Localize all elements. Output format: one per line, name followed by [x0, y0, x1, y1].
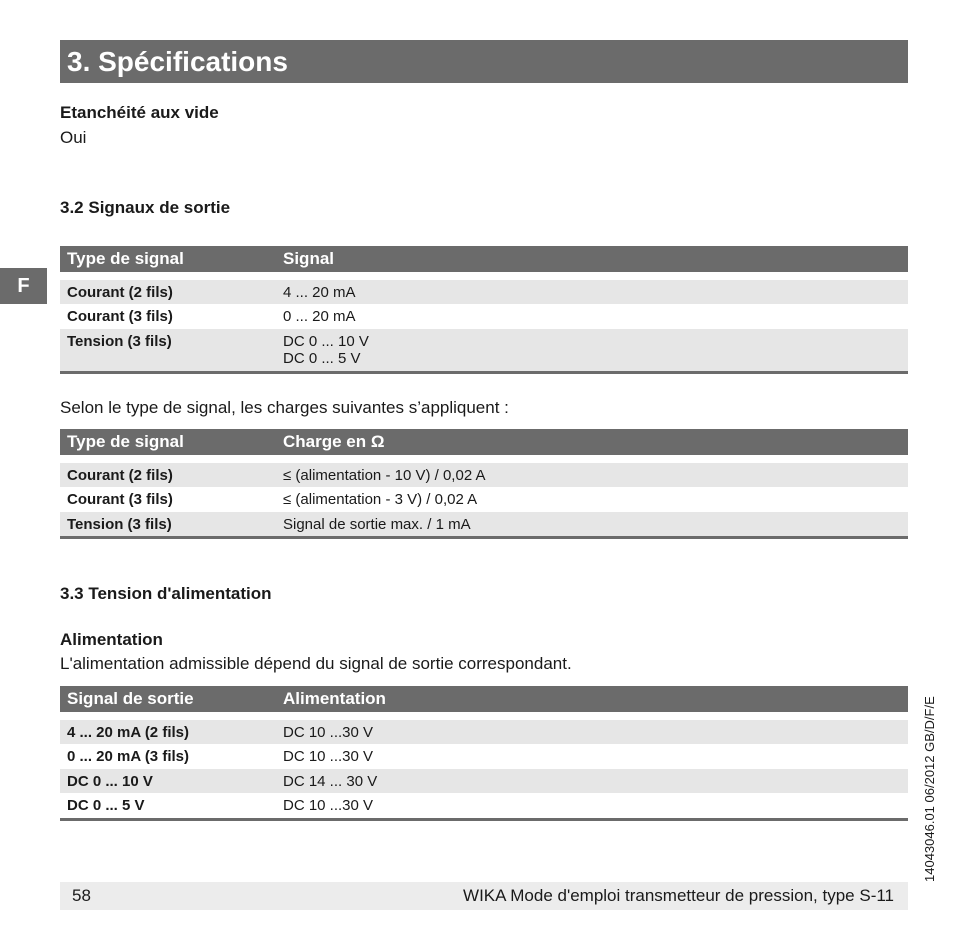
language-tab: F	[0, 268, 47, 304]
signal-table	[60, 246, 908, 374]
header-output-signal: Signal de sortie	[67, 689, 194, 708]
table-row	[60, 280, 908, 304]
supply-table	[60, 686, 908, 821]
row-type: DC 0 ... 5 V	[67, 797, 145, 814]
section-32-title: 3.2 Signaux de sortie	[60, 198, 231, 217]
header-supply: Alimentation	[283, 689, 386, 708]
row-type: 0 ... 20 mA (3 fils)	[67, 748, 189, 765]
table-row	[60, 304, 908, 329]
table-header	[60, 429, 908, 455]
vacuum-label: Etanchéité aux vide	[60, 103, 219, 122]
document-code: 14043046.01 06/2012 GB/D/F/E	[922, 696, 937, 882]
table-bottom-rule	[60, 818, 908, 821]
row-type: DC 0 ... 10 V	[67, 773, 153, 790]
header-signal: Signal	[283, 249, 335, 268]
row-type: Tension (3 fils)	[67, 516, 172, 533]
row-value: DC 10 ...30 V	[283, 797, 374, 814]
row-value: ≤ (alimentation - 3 V) / 0,02 A	[283, 491, 478, 508]
table-bottom-rule	[60, 371, 908, 374]
table-row	[60, 487, 908, 512]
section-header: 3. Spécifications	[60, 40, 908, 83]
page-number: 58	[72, 886, 91, 905]
row-type: Courant (2 fils)	[67, 284, 173, 301]
row-value-2: DC 0 ... 5 V	[283, 350, 361, 367]
table-row	[60, 512, 908, 536]
table-row	[60, 329, 908, 371]
row-value: DC 10 ...30 V	[283, 724, 374, 741]
row-value-group	[283, 333, 369, 367]
footer-text: WIKA Mode d'emploi transmetteur de pression, type S-11	[463, 886, 894, 905]
row-value: DC 14 ... 30 V	[283, 773, 378, 790]
table-header	[60, 246, 908, 272]
row-type: 4 ... 20 mA (2 fils)	[67, 724, 189, 741]
page-footer	[60, 882, 908, 910]
row-type: Courant (3 fils)	[67, 491, 173, 508]
table-bottom-rule	[60, 536, 908, 539]
table-row	[60, 463, 908, 487]
row-type: Courant (3 fils)	[67, 308, 173, 325]
table-header	[60, 686, 908, 712]
table-row	[60, 720, 908, 744]
table-row	[60, 769, 908, 793]
row-value: ≤ (alimentation - 10 V) / 0,02 A	[283, 467, 486, 484]
row-value: 0 ... 20 mA	[283, 308, 356, 325]
section-33-title: 3.3 Tension d'alimentation	[60, 584, 272, 603]
row-value: DC 0 ... 10 V	[283, 333, 369, 350]
charges-intro: Selon le type de signal, les charges suivantes s’appliquent :	[60, 398, 509, 417]
vacuum-value: Oui	[60, 128, 87, 147]
header-type: Type de signal	[67, 249, 184, 268]
alimentation-text: L'alimentation admissible dépend du signal de sortie correspondant.	[60, 654, 572, 673]
row-value: Signal de sortie max. / 1 mA	[283, 516, 471, 533]
header-charge: Charge en Ω	[283, 432, 385, 451]
row-type: Tension (3 fils)	[67, 333, 172, 350]
row-value: DC 10 ...30 V	[283, 748, 374, 765]
table-row	[60, 744, 908, 769]
header-type: Type de signal	[67, 432, 184, 451]
alimentation-label: Alimentation	[60, 630, 163, 649]
charge-table	[60, 429, 908, 539]
row-type: Courant (2 fils)	[67, 467, 173, 484]
row-value: 4 ... 20 mA	[283, 284, 356, 301]
table-row	[60, 793, 908, 818]
